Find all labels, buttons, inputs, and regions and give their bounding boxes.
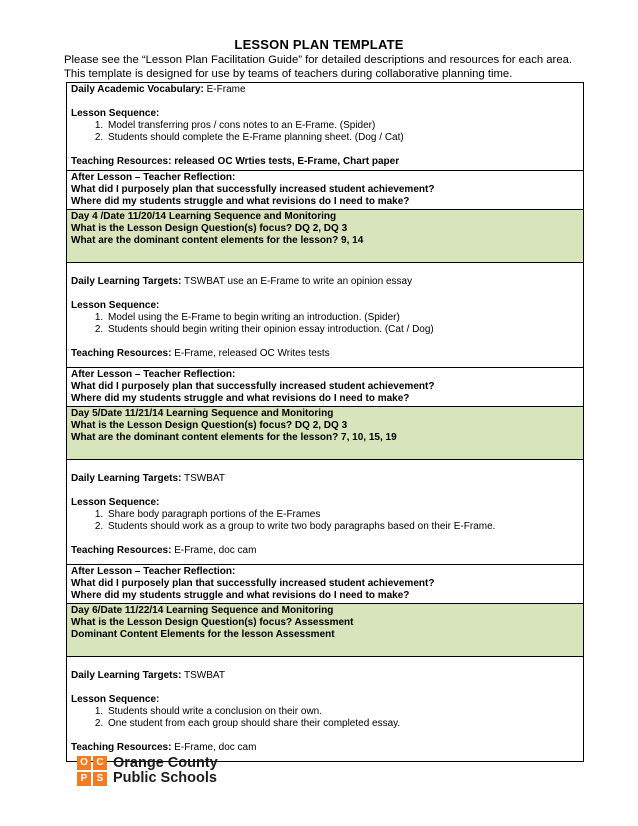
targets-value: TSWBAT bbox=[184, 473, 225, 484]
reflection-question: What did I purposely plan that successfully increased student achievement? bbox=[71, 578, 435, 589]
day-body bbox=[67, 657, 583, 761]
sequence-list bbox=[71, 509, 579, 533]
day-header bbox=[67, 210, 583, 263]
day-title: Day 6/Date 11/22/14 Learning Sequence and Monitoring bbox=[71, 605, 334, 616]
sequence-label: Lesson Sequence: bbox=[71, 497, 160, 508]
targets-line bbox=[71, 276, 579, 288]
targets-label: Daily Learning Targets: bbox=[71, 670, 182, 681]
sequence-label: Lesson Sequence: bbox=[71, 108, 160, 119]
logo-wordmark bbox=[113, 756, 218, 786]
sequence-list bbox=[71, 120, 579, 144]
vocab-line bbox=[71, 84, 579, 96]
targets-line bbox=[71, 473, 579, 485]
logo-letter: S bbox=[93, 772, 107, 786]
section-vocabulary bbox=[67, 83, 583, 171]
resources-value: E-Frame, doc cam bbox=[174, 545, 257, 556]
logo-letter: P bbox=[77, 772, 91, 786]
reflection-block bbox=[67, 565, 583, 604]
list-item: 2. One student from each group should share their completed essay. bbox=[106, 718, 579, 730]
day-title: Day 5/Date 11/21/14 Learning Sequence and Monitoring bbox=[71, 408, 334, 419]
content-elements: What are the dominant content elements for the lesson? 9, 14 bbox=[71, 235, 364, 246]
day-title: Day 4 /Date 11/20/14 Learning Sequence and Monitoring bbox=[71, 211, 337, 222]
reflection-question: What did I purposely plan that successfully increased student achievement? bbox=[71, 381, 435, 392]
targets-label: Daily Learning Targets: bbox=[71, 473, 182, 484]
reflection-question: What did I purposely plan that successfully increased student achievement? bbox=[71, 184, 435, 195]
logo-letter: C bbox=[93, 756, 107, 770]
resources-label: Teaching Resources: bbox=[71, 156, 172, 167]
logo-line: Orange County bbox=[113, 755, 218, 771]
design-question: What is the Lesson Design Question(s) focus? DQ 2, DQ 3 bbox=[71, 420, 348, 431]
list-item: 2. Students should work as a group to write two body paragraphs based on their E-Frame. bbox=[106, 521, 579, 533]
sequence-list bbox=[71, 706, 579, 730]
list-item: 1. Model transferring pros / cons notes to an E-Frame. (Spider) bbox=[106, 120, 579, 132]
reflection-block bbox=[67, 171, 583, 210]
ocps-logo bbox=[77, 756, 218, 786]
resources-label: Teaching Resources: bbox=[71, 545, 172, 556]
list-item: 2. Students should begin writing their opinion essay introduction. (Cat / Dog) bbox=[106, 324, 579, 336]
page-title: LESSON PLAN TEMPLATE bbox=[234, 37, 404, 52]
day-header bbox=[67, 407, 583, 460]
sequence-list bbox=[71, 312, 579, 336]
resources-line bbox=[71, 156, 579, 168]
reflection-question: Where did my students struggle and what revisions do I need to make? bbox=[71, 590, 410, 601]
resources-label: Teaching Resources: bbox=[71, 742, 172, 753]
design-question: What is the Lesson Design Question(s) focus? Assessment bbox=[71, 617, 354, 628]
design-question: What is the Lesson Design Question(s) focus? DQ 2, DQ 3 bbox=[71, 223, 348, 234]
vocab-value: E-Frame bbox=[206, 84, 246, 95]
resources-line bbox=[71, 545, 579, 557]
resources-label: Teaching Resources: bbox=[71, 348, 172, 359]
resources-line bbox=[71, 742, 579, 754]
resources-value: released OC Wrties tests, E-Frame, Chart paper bbox=[174, 156, 400, 167]
list-item: 1. Model using the E-Frame to begin writing an introduction. (Spider) bbox=[106, 312, 579, 324]
reflection-question: Where did my students struggle and what revisions do I need to make? bbox=[71, 393, 410, 404]
sequence-label: Lesson Sequence: bbox=[71, 300, 160, 311]
day-body bbox=[67, 263, 583, 368]
reflection-heading: After Lesson – Teacher Reflection: bbox=[71, 566, 236, 577]
resources-value: E-Frame, released OC Writes tests bbox=[174, 348, 330, 359]
lesson-plan-table bbox=[66, 82, 584, 762]
intro-text: Please see the “Lesson Plan Facilitation Guide” for detailed descriptions and resources for each area. This template is designed for use by teams of teachers during collaborative planning time. bbox=[64, 54, 573, 80]
list-item: 2. Students should complete the E-Frame planning sheet. (Dog / Cat) bbox=[106, 132, 579, 144]
day-body bbox=[67, 460, 583, 565]
reflection-heading: After Lesson – Teacher Reflection: bbox=[71, 369, 236, 380]
logo-letter: O bbox=[77, 756, 91, 770]
logo-line: Public Schools bbox=[113, 770, 217, 786]
sequence-label: Lesson Sequence: bbox=[71, 694, 160, 705]
list-item: 1. Share body paragraph portions of the E-Frames bbox=[106, 509, 579, 521]
reflection-question: Where did my students struggle and what revisions do I need to make? bbox=[71, 196, 410, 207]
list-item: 1. Students should write a conclusion on their own. bbox=[106, 706, 579, 718]
reflection-block bbox=[67, 368, 583, 407]
targets-value: TSWBAT bbox=[184, 670, 225, 681]
ocps-logo-mark bbox=[77, 756, 107, 786]
targets-value: TSWBAT use an E-Frame to write an opinion essay bbox=[184, 276, 413, 287]
vocab-label: Daily Academic Vocabulary: bbox=[71, 84, 204, 95]
content-elements: Dominant Content Elements for the lesson Assessment bbox=[71, 629, 335, 640]
targets-line bbox=[71, 670, 579, 682]
targets-label: Daily Learning Targets: bbox=[71, 276, 182, 287]
day-header bbox=[67, 604, 583, 657]
resources-line bbox=[71, 348, 579, 360]
content-elements: What are the dominant content elements for the lesson? 7, 10, 15, 19 bbox=[71, 432, 397, 443]
reflection-heading: After Lesson – Teacher Reflection: bbox=[71, 172, 236, 183]
resources-value: E-Frame, doc cam bbox=[174, 742, 257, 753]
